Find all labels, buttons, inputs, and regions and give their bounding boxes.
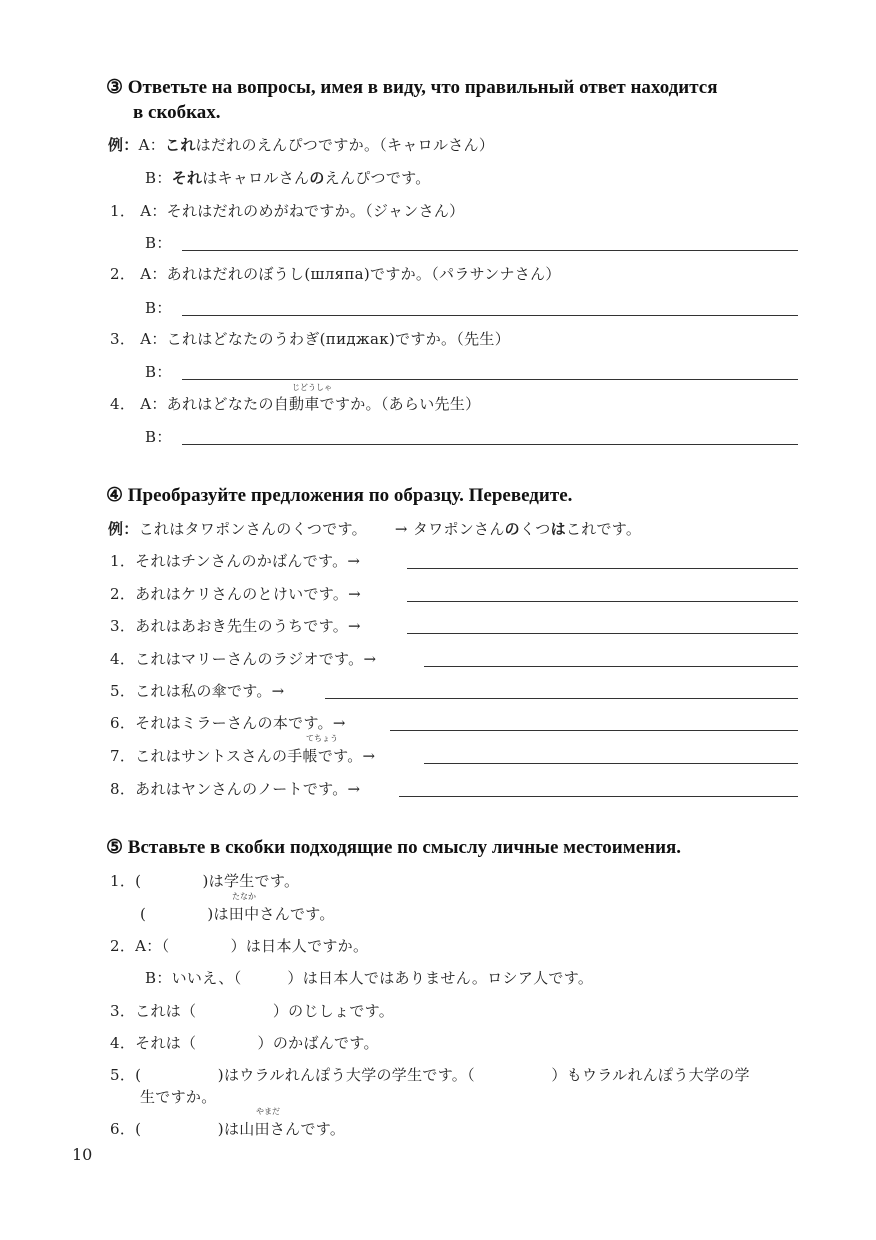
section-3-heading: ③ Ответьте на вопросы, имея в виду, что правильный ответ находится	[106, 77, 718, 98]
example-a-rest: はだれのえんぴつですか。（キャロルさん）	[195, 136, 495, 154]
example-bold1: の	[504, 520, 520, 538]
example-rest: これです。	[565, 520, 642, 538]
section-5-line-3: 2．A：（ ）は日本人ですか。	[110, 937, 369, 955]
answer-line[interactable]	[390, 730, 798, 731]
section-5-line-8: 6．( )は山田さんです。	[110, 1120, 346, 1138]
example-a-bold: これ	[165, 136, 196, 154]
section-3-heading-cont: в скобках.	[133, 102, 221, 123]
section-4-example	[108, 518, 641, 539]
section-3-question-4: 4． A：あれはどなたの自動車ですか。（あらい先生）	[110, 395, 481, 413]
section-5-line-7: 5．( )はウラルれんぽう大学の学生です。（ ）もウラルれんぽう大学の学	[110, 1066, 750, 1084]
section-3-question-3: 3． A：これはどなたのうわぎ(пиджак)ですか。（先生）	[110, 330, 510, 348]
ruby-techou: てちょう	[306, 734, 338, 743]
section-5-line-7-cont: 生ですか。	[140, 1088, 217, 1106]
example-label: 例：	[108, 136, 139, 154]
answer-line[interactable]	[182, 315, 798, 316]
section-4-item-2: 2．あれはケリさんのとけいです。→	[110, 585, 362, 603]
example-b-mid: はキャロルさん	[202, 169, 310, 187]
answer-line[interactable]	[407, 633, 798, 634]
section-5-line-2: ( )は田中さんです。	[140, 905, 335, 923]
section-3-answer-label-1: B：	[145, 234, 172, 252]
ruby-yamada: やまだ	[256, 1107, 280, 1116]
section-5-heading: ⑤ Вставьте в скобки подходящие по смыслу личные местоимения.	[106, 837, 682, 858]
section-4-item-5: 5．これは私の傘です。→	[110, 682, 285, 700]
section-3-answer-label-3: B：	[145, 363, 172, 381]
answer-line[interactable]	[182, 379, 798, 380]
section-5-line-4: B：いいえ、（ ）は日本人ではありません。ロシア人です。	[145, 969, 594, 987]
section-4-item-1: 1．それはチンさんのかばんです。→	[110, 552, 361, 570]
answer-line[interactable]	[399, 796, 798, 797]
section-5-line-6: 4．それは（ ）のかばんです。	[110, 1034, 379, 1052]
example-mid: くつ	[519, 520, 551, 538]
section-5-line-1: 1．( )は学生です。	[110, 872, 300, 890]
section-4-item-8: 8．あれはヤンさんのノートです。→	[110, 780, 361, 798]
section-4-item-6: 6．それはミラーさんの本です。→	[110, 714, 346, 732]
answer-line[interactable]	[424, 666, 798, 667]
example-b-bold2: の	[309, 169, 325, 187]
answer-line[interactable]	[182, 250, 798, 251]
example-a-prefix: A：	[138, 136, 166, 154]
section-3-question-2: 2． A：あれはだれのぼうし(шляпа)ですか。（パラサンナさん）	[110, 265, 561, 283]
answer-line[interactable]	[407, 568, 798, 569]
section-3-example-b	[145, 167, 431, 188]
answer-line[interactable]	[407, 601, 798, 602]
example-bold2: は	[550, 520, 566, 538]
example-arrow: → タワポンさん	[394, 520, 505, 538]
example-text: これはタワポンさんのくつです。	[138, 520, 367, 538]
answer-line[interactable]	[325, 698, 798, 699]
section-3-example-a	[108, 134, 494, 155]
answer-line[interactable]	[424, 763, 798, 764]
example-b-rest: えんぴつです。	[324, 169, 431, 187]
ruby-tanaka: たなか	[232, 892, 256, 901]
ruby-jidousha: じどうしゃ	[292, 383, 332, 392]
page-number: 10	[72, 1145, 93, 1164]
section-4-heading: ④ Преобразуйте предложения по образцу. Переведите.	[106, 485, 573, 506]
section-3-answer-label-4: B：	[145, 428, 172, 446]
section-4-item-7: 7．これはサントスさんの手帳です。→	[110, 747, 376, 765]
answer-line[interactable]	[182, 444, 798, 445]
example-b-prefix: B：	[145, 169, 172, 187]
section-4-item-3: 3．あれはあおき先生のうちです。→	[110, 617, 361, 635]
section-4-item-4: 4．これはマリーさんのラジオです。→	[110, 650, 377, 668]
example-label: 例：	[108, 520, 139, 538]
example-b-bold1: それ	[171, 169, 203, 187]
section-5-line-5: 3．これは（ ）のじしょです。	[110, 1002, 395, 1020]
section-3-answer-label-2: B：	[145, 299, 172, 317]
section-3-question-1: 1． A：それはだれのめがねですか。（ジャンさん）	[110, 202, 465, 220]
